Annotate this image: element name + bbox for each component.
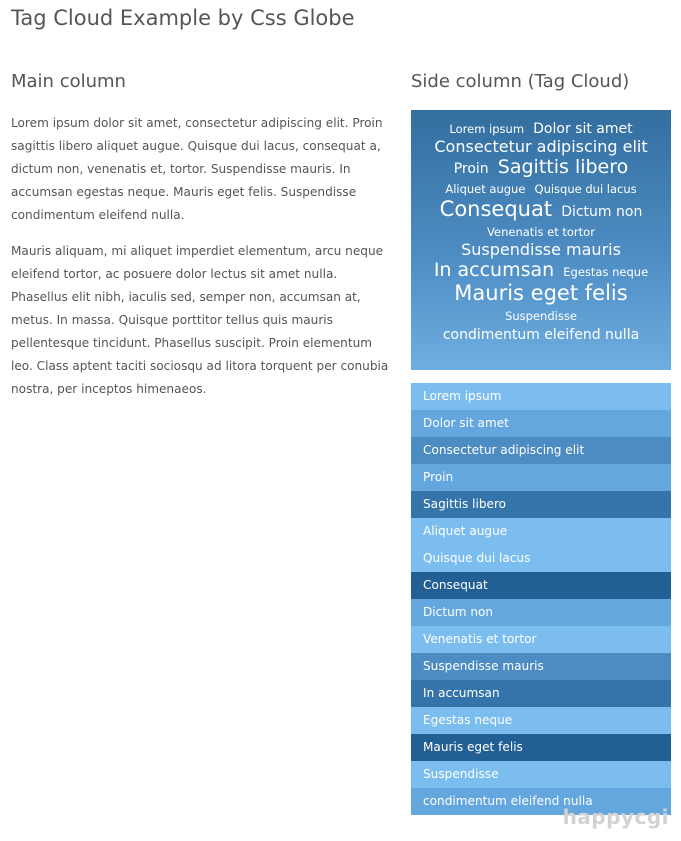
tag-cloud bbox=[411, 110, 671, 370]
tag-list-item[interactable]: Quisque dui lacus bbox=[411, 545, 671, 572]
tag-list-item[interactable]: In accumsan bbox=[411, 680, 671, 707]
tag-cloud-link[interactable]: Dictum non bbox=[561, 204, 643, 220]
tag-list-item[interactable]: Sagittis libero bbox=[411, 491, 671, 518]
tag-cloud-link[interactable]: Lorem ipsum bbox=[449, 122, 525, 136]
tag-cloud-link[interactable]: Quisque dui lacus bbox=[534, 182, 637, 196]
tag-cloud-link[interactable]: Mauris eget felis bbox=[454, 281, 628, 305]
tag-list-item[interactable]: Proin bbox=[411, 464, 671, 491]
tag-cloud-link[interactable]: Suspendisse mauris bbox=[461, 240, 621, 259]
tag-list-item[interactable]: Consequat bbox=[411, 572, 671, 599]
tag-cloud-link[interactable]: condimentum eleifend nulla bbox=[442, 327, 640, 343]
tag-cloud-link[interactable]: Egestas neque bbox=[563, 265, 649, 279]
main-column bbox=[11, 70, 391, 401]
tag-cloud-link[interactable]: Consectetur adipiscing elit bbox=[434, 137, 648, 156]
tag-cloud-link[interactable]: In accumsan bbox=[433, 259, 555, 281]
tag-cloud-link[interactable]: Suspendisse bbox=[505, 309, 577, 323]
main-paragraph: Mauris aliquam, mi aliquet imperdiet elementum, arcu neque eleifend tortor, ac posuere dolor lectus sit amet nulla. Phasellus elit nibh, iaculis sed, semper non, accumsan at, metus. In massa. Quisque porttitor tellus quis mauris pellentesque tincidunt. Phasellus suscipit. Proin elementum leo. Class aptent taciti sociosqu ad litora torquent per conubia nostra, per inceptos himenaeos. bbox=[11, 244, 389, 396]
side-column bbox=[411, 70, 671, 815]
tag-cloud-link[interactable]: Proin bbox=[453, 161, 489, 177]
tag-list-item[interactable]: Dictum non bbox=[411, 599, 671, 626]
tag-list-item[interactable]: condimentum eleifend nulla bbox=[411, 788, 671, 815]
tag-cloud-link[interactable]: Dolor sit amet bbox=[533, 121, 633, 137]
tag-list-item[interactable]: Suspendisse bbox=[411, 761, 671, 788]
page-title: Tag Cloud Example by Css Globe bbox=[11, 6, 355, 30]
tag-cloud-link[interactable]: Consequat bbox=[439, 197, 553, 221]
tag-list bbox=[411, 383, 671, 815]
tag-list-item[interactable]: Lorem ipsum bbox=[411, 383, 671, 410]
main-column-heading: Main column bbox=[11, 71, 126, 92]
tag-list-item[interactable]: Aliquet augue bbox=[411, 518, 671, 545]
tag-cloud-link[interactable]: Sagittis libero bbox=[497, 156, 629, 178]
tag-list-item[interactable]: Venenatis et tortor bbox=[411, 626, 671, 653]
watermark-logo: happycgi bbox=[562, 805, 669, 829]
tag-list-item[interactable]: Consectetur adipiscing elit bbox=[411, 437, 671, 464]
side-column-heading: Side column (Tag Cloud) bbox=[411, 71, 630, 92]
tag-list-item[interactable]: Mauris eget felis bbox=[411, 734, 671, 761]
tag-cloud-link[interactable]: Venenatis et tortor bbox=[487, 225, 595, 239]
tag-list-item[interactable]: Suspendisse mauris bbox=[411, 653, 671, 680]
tag-list-item[interactable]: Dolor sit amet bbox=[411, 410, 671, 437]
tag-list-item[interactable]: Egestas neque bbox=[411, 707, 671, 734]
main-paragraph: Lorem ipsum dolor sit amet, consectetur adipiscing elit. Proin sagittis libero aliquet augue. Quisque dui lacus, consequat a, dictum non, venenatis et, tortor. Suspendisse mauris. In accumsan egestas neque. Mauris eget felis. Suspendisse condimentum eleifend nulla. bbox=[11, 116, 383, 222]
tag-cloud-link[interactable]: Aliquet augue bbox=[445, 182, 526, 196]
